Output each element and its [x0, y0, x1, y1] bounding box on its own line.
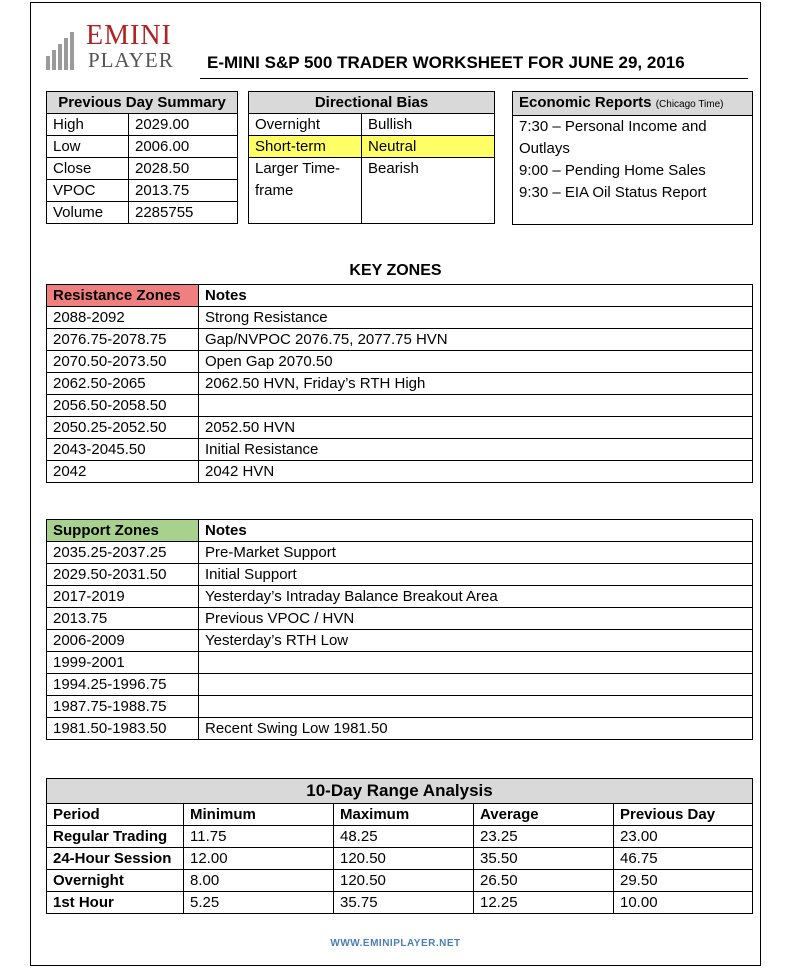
table-row [47, 608, 753, 630]
logo-text-emini: EMINI [86, 20, 172, 51]
table-row [249, 158, 495, 224]
note-cell: Strong Resistance [199, 307, 753, 329]
table-row [47, 329, 753, 351]
zone-cell: 1981.50-1983.50 [47, 718, 199, 740]
economic-reports-header [513, 92, 752, 116]
note-cell [199, 696, 753, 718]
note-cell: Open Gap 2070.50 [199, 351, 753, 373]
range-max: 120.50 [334, 870, 474, 892]
range-header: Average [474, 804, 614, 826]
table-row [47, 351, 753, 373]
zone-cell: 2042 [47, 461, 199, 483]
note-cell: 2052.50 HVN [199, 417, 753, 439]
title-divider [200, 78, 748, 79]
footer-website-link[interactable]: WWW.EMINIPLAYER.NET [330, 938, 461, 949]
zone-cell: 2029.50-2031.50 [47, 564, 199, 586]
table-row [47, 674, 753, 696]
range-min: 8.00 [184, 870, 334, 892]
table-row [47, 395, 753, 417]
table-row [47, 826, 753, 848]
logo-text-player: PLAYER [88, 48, 174, 72]
table-row [47, 439, 753, 461]
range-max: 35.75 [334, 892, 474, 914]
table-row [47, 417, 753, 439]
econ-report-line: 9:30 – EIA Oil Status Report [519, 184, 707, 201]
table-row [47, 564, 753, 586]
range-max: 120.50 [334, 848, 474, 870]
summary-value: 2006.00 [129, 136, 238, 158]
range-header: Period [47, 804, 184, 826]
econ-report-line: 7:30 – Personal Income and [519, 118, 707, 135]
summary-value: 2285755 [129, 202, 238, 224]
resistance-zones-header: Resistance Zones [47, 285, 199, 307]
table-row [47, 892, 753, 914]
zone-cell: 1987.75-1988.75 [47, 696, 199, 718]
range-avg: 26.50 [474, 870, 614, 892]
note-cell: Gap/NVPOC 2076.75, 2077.75 HVN [199, 329, 753, 351]
table-row [249, 114, 495, 136]
note-cell: Yesterday’s RTH Low [199, 630, 753, 652]
table-row [47, 718, 753, 740]
bias-label: Larger Time-frame [249, 158, 362, 224]
zone-cell: 2088-2092 [47, 307, 199, 329]
bias-value: Bearish [362, 158, 495, 224]
table-row [47, 136, 238, 158]
zone-cell: 2006-2009 [47, 630, 199, 652]
note-cell: Initial Resistance [199, 439, 753, 461]
range-header: Previous Day [614, 804, 753, 826]
resistance-notes-header: Notes [199, 285, 753, 307]
note-cell: Previous VPOC / HVN [199, 608, 753, 630]
note-cell: Yesterday’s Intraday Balance Breakout Area [199, 586, 753, 608]
range-analysis-title: 10-Day Range Analysis [47, 779, 753, 804]
range-header: Minimum [184, 804, 334, 826]
range-min: 5.25 [184, 892, 334, 914]
range-period: 1st Hour [47, 892, 184, 914]
range-min: 11.75 [184, 826, 334, 848]
note-cell: Initial Support [199, 564, 753, 586]
summary-label: Close [47, 158, 129, 180]
previous-day-summary-table [46, 91, 238, 224]
range-period: Overnight [47, 870, 184, 892]
table-row [47, 202, 238, 224]
summary-value: 2013.75 [129, 180, 238, 202]
previous-day-header: Previous Day Summary [47, 92, 238, 114]
note-cell: 2042 HVN [199, 461, 753, 483]
note-cell: 2062.50 HVN, Friday’s RTH High [199, 373, 753, 395]
chicago-time-note: (Chicago Time) [655, 99, 724, 110]
note-cell [199, 674, 753, 696]
table-row [47, 307, 753, 329]
economic-reports-title: Economic Reports [519, 94, 652, 111]
table-row [47, 461, 753, 483]
note-cell: Recent Swing Low 1981.50 [199, 718, 753, 740]
directional-bias-header: Directional Bias [249, 92, 495, 114]
summary-label: Volume [47, 202, 129, 224]
bias-label: Overnight [249, 114, 362, 136]
logo-bars-icon [46, 30, 82, 70]
table-row [47, 373, 753, 395]
table-row [47, 630, 753, 652]
zone-cell: 2035.25-2037.25 [47, 542, 199, 564]
zone-cell: 2062.50-2065 [47, 373, 199, 395]
support-zones-table [46, 519, 753, 740]
bias-value: Bullish [362, 114, 495, 136]
directional-bias-table [248, 91, 495, 224]
summary-label: VPOC [47, 180, 129, 202]
zone-cell: 2056.50-2058.50 [47, 395, 199, 417]
table-row [47, 542, 753, 564]
table-row [47, 848, 753, 870]
range-avg: 12.25 [474, 892, 614, 914]
support-notes-header: Notes [199, 520, 753, 542]
range-min: 12.00 [184, 848, 334, 870]
zone-cell: 2070.50-2073.50 [47, 351, 199, 373]
zone-cell: 2076.75-2078.75 [47, 329, 199, 351]
table-row [47, 870, 753, 892]
bias-value: Neutral [362, 136, 495, 158]
range-prev-day: 29.50 [614, 870, 753, 892]
zone-cell: 1999-2001 [47, 652, 199, 674]
table-row [249, 136, 495, 158]
range-prev-day: 10.00 [614, 892, 753, 914]
range-avg: 23.25 [474, 826, 614, 848]
table-row [47, 586, 753, 608]
range-analysis-table [46, 778, 753, 914]
range-period: Regular Trading [47, 826, 184, 848]
table-row [47, 114, 238, 136]
economic-reports-box [512, 91, 753, 225]
table-row [47, 696, 753, 718]
table-row [47, 180, 238, 202]
range-period: 24-Hour Session [47, 848, 184, 870]
table-row [47, 158, 238, 180]
table-row [47, 652, 753, 674]
zone-cell: 2043-2045.50 [47, 439, 199, 461]
zone-cell: 1994.25-1996.75 [47, 674, 199, 696]
note-cell [199, 652, 753, 674]
resistance-zones-table [46, 284, 753, 483]
zone-cell: 2050.25-2052.50 [47, 417, 199, 439]
summary-label: High [47, 114, 129, 136]
range-max: 48.25 [334, 826, 474, 848]
page-title: E-MINI S&P 500 TRADER WORKSHEET FOR JUNE 29, 2016 [207, 53, 685, 72]
range-prev-day: 23.00 [614, 826, 753, 848]
range-avg: 35.50 [474, 848, 614, 870]
support-zones-header: Support Zones [47, 520, 199, 542]
summary-value: 2029.00 [129, 114, 238, 136]
emini-player-logo [46, 22, 196, 72]
summary-value: 2028.50 [129, 158, 238, 180]
note-cell: Pre-Market Support [199, 542, 753, 564]
econ-report-line: Outlays [519, 140, 570, 157]
key-zones-title: KEY ZONES [349, 262, 442, 279]
econ-report-line: 9:00 – Pending Home Sales [519, 162, 706, 179]
bias-label: Short-term [249, 136, 362, 158]
range-prev-day: 46.75 [614, 848, 753, 870]
zone-cell: 2013.75 [47, 608, 199, 630]
range-header: Maximum [334, 804, 474, 826]
zone-cell: 2017-2019 [47, 586, 199, 608]
note-cell [199, 395, 753, 417]
summary-label: Low [47, 136, 129, 158]
